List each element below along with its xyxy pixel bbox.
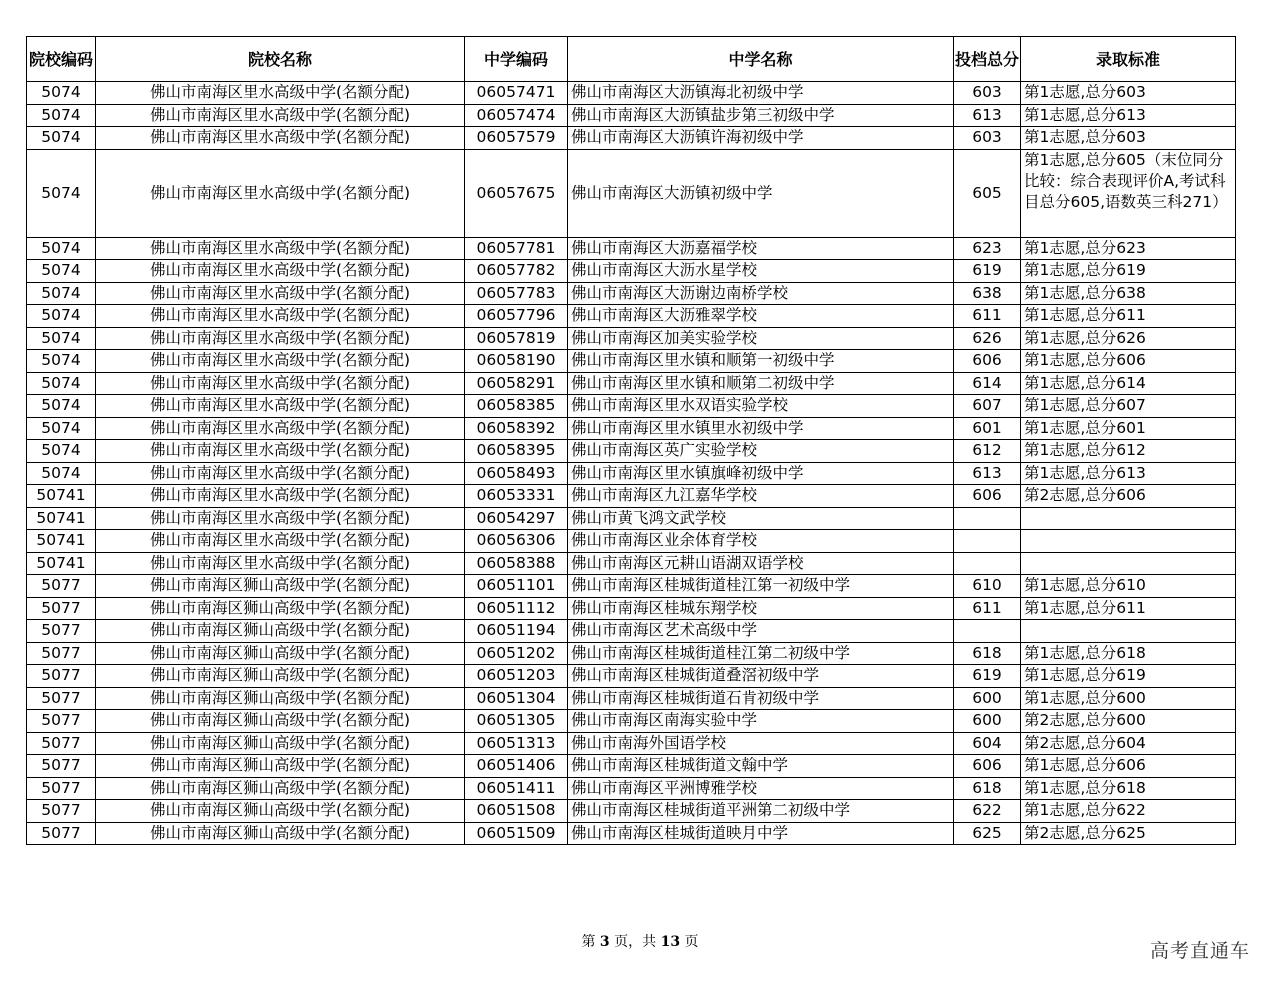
cell-total-score <box>954 552 1021 575</box>
header-admission-standard: 录取标准 <box>1021 37 1236 82</box>
cell-admission-standard: 第1志愿,总分626 <box>1021 327 1236 350</box>
table-row <box>27 710 1236 733</box>
cell-middle-school-name: 佛山市南海区大沥镇盐步第三初级中学 <box>568 104 954 127</box>
cell-middle-school-name: 佛山市南海区大沥雅翠学校 <box>568 305 954 328</box>
footer-prefix: 第 <box>581 934 600 950</box>
cell-middle-school-code: 06051509 <box>465 822 568 845</box>
table-row <box>27 440 1236 463</box>
cell-total-score: 612 <box>954 440 1021 463</box>
table-row <box>27 305 1236 328</box>
cell-admission-standard: 第2志愿,总分600 <box>1021 710 1236 733</box>
cell-school-code: 5074 <box>27 440 96 463</box>
cell-school-code: 5074 <box>27 350 96 373</box>
cell-school-code: 5077 <box>27 732 96 755</box>
cell-admission-standard: 第1志愿,总分613 <box>1021 104 1236 127</box>
header-middle-school-name: 中学名称 <box>568 37 954 82</box>
cell-total-score: 626 <box>954 327 1021 350</box>
cell-school-code: 5077 <box>27 597 96 620</box>
cell-middle-school-name: 佛山市南海区南海实验中学 <box>568 710 954 733</box>
table-row <box>27 642 1236 665</box>
cell-school-name: 佛山市南海区里水高级中学(名额分配) <box>96 552 465 575</box>
cell-school-code: 5074 <box>27 395 96 418</box>
cell-middle-school-name: 佛山市南海区平洲博雅学校 <box>568 777 954 800</box>
cell-total-score: 613 <box>954 462 1021 485</box>
cell-school-name: 佛山市南海区里水高级中学(名额分配) <box>96 530 465 553</box>
cell-total-score: 600 <box>954 687 1021 710</box>
cell-total-score: 618 <box>954 777 1021 800</box>
cell-school-name: 佛山市南海区狮山高级中学(名额分配) <box>96 575 465 598</box>
cell-school-code: 5074 <box>27 327 96 350</box>
cell-school-code: 5074 <box>27 104 96 127</box>
cell-school-code: 5074 <box>27 127 96 150</box>
cell-middle-school-code: 06057796 <box>465 305 568 328</box>
cell-admission-standard <box>1021 507 1236 530</box>
cell-admission-standard: 第1志愿,总分607 <box>1021 395 1236 418</box>
cell-total-score: 603 <box>954 127 1021 150</box>
table-row <box>27 530 1236 553</box>
cell-school-code: 5077 <box>27 755 96 778</box>
table-body <box>27 82 1236 845</box>
cell-middle-school-name: 佛山市南海区加美实验学校 <box>568 327 954 350</box>
admission-table <box>26 36 1236 845</box>
table-row <box>27 485 1236 508</box>
cell-school-code: 5077 <box>27 777 96 800</box>
table-row <box>27 687 1236 710</box>
cell-middle-school-name: 佛山市南海区里水双语实验学校 <box>568 395 954 418</box>
cell-middle-school-name: 佛山市南海区桂城街道平洲第二初级中学 <box>568 800 954 823</box>
cell-school-code: 50741 <box>27 530 96 553</box>
cell-admission-standard: 第2志愿,总分625 <box>1021 822 1236 845</box>
cell-school-code: 5074 <box>27 372 96 395</box>
cell-total-score: 606 <box>954 485 1021 508</box>
header-school-name: 院校名称 <box>96 37 465 82</box>
cell-school-name: 佛山市南海区里水高级中学(名额分配) <box>96 372 465 395</box>
cell-middle-school-code: 06057781 <box>465 237 568 260</box>
cell-middle-school-name: 佛山市南海区桂城街道映月中学 <box>568 822 954 845</box>
cell-school-code: 5077 <box>27 687 96 710</box>
cell-middle-school-name: 佛山市南海区桂城街道桂江第二初级中学 <box>568 642 954 665</box>
cell-middle-school-name: 佛山市南海区大沥镇初级中学 <box>568 149 954 237</box>
cell-school-name: 佛山市南海区狮山高级中学(名额分配) <box>96 777 465 800</box>
cell-middle-school-name: 佛山市南海区桂城街道桂江第一初级中学 <box>568 575 954 598</box>
cell-school-name: 佛山市南海区狮山高级中学(名额分配) <box>96 687 465 710</box>
cell-school-code: 5077 <box>27 642 96 665</box>
cell-middle-school-name: 佛山市南海区大沥谢边南桥学校 <box>568 282 954 305</box>
cell-total-score: 606 <box>954 755 1021 778</box>
cell-middle-school-name: 佛山市黄飞鸿文武学校 <box>568 507 954 530</box>
cell-admission-standard <box>1021 552 1236 575</box>
table-row <box>27 552 1236 575</box>
cell-school-code: 50741 <box>27 552 96 575</box>
cell-middle-school-code: 06058388 <box>465 552 568 575</box>
cell-school-name: 佛山市南海区里水高级中学(名额分配) <box>96 417 465 440</box>
cell-school-name: 佛山市南海区里水高级中学(名额分配) <box>96 440 465 463</box>
cell-admission-standard: 第1志愿,总分606 <box>1021 755 1236 778</box>
cell-middle-school-code: 06053331 <box>465 485 568 508</box>
cell-middle-school-code: 06057471 <box>465 82 568 105</box>
cell-school-code: 5074 <box>27 417 96 440</box>
cell-middle-school-code: 06051202 <box>465 642 568 665</box>
cell-total-score: 625 <box>954 822 1021 845</box>
cell-middle-school-name: 佛山市南海区里水镇和顺第二初级中学 <box>568 372 954 395</box>
cell-middle-school-code: 06051313 <box>465 732 568 755</box>
cell-middle-school-code: 06051304 <box>465 687 568 710</box>
cell-middle-school-code: 06057782 <box>465 260 568 283</box>
table-row <box>27 237 1236 260</box>
cell-middle-school-name: 佛山市南海区里水镇和顺第一初级中学 <box>568 350 954 373</box>
cell-middle-school-code: 06051101 <box>465 575 568 598</box>
cell-total-score <box>954 620 1021 643</box>
cell-middle-school-code: 06058291 <box>465 372 568 395</box>
cell-middle-school-name: 佛山市南海区桂城街道叠滘初级中学 <box>568 665 954 688</box>
cell-school-name: 佛山市南海区狮山高级中学(名额分配) <box>96 710 465 733</box>
cell-school-code: 50741 <box>27 507 96 530</box>
cell-school-code: 5074 <box>27 305 96 328</box>
cell-admission-standard: 第1志愿,总分611 <box>1021 597 1236 620</box>
cell-middle-school-name: 佛山市南海区艺术高级中学 <box>568 620 954 643</box>
cell-middle-school-code: 06051411 <box>465 777 568 800</box>
cell-middle-school-name: 佛山市南海外国语学校 <box>568 732 954 755</box>
cell-school-code: 5074 <box>27 260 96 283</box>
cell-middle-school-code: 06051406 <box>465 755 568 778</box>
cell-middle-school-name: 佛山市南海区大沥镇许海初级中学 <box>568 127 954 150</box>
cell-total-score: 603 <box>954 82 1021 105</box>
cell-middle-school-name: 佛山市南海区业余体育学校 <box>568 530 954 553</box>
cell-admission-standard: 第2志愿,总分604 <box>1021 732 1236 755</box>
cell-admission-standard: 第1志愿,总分611 <box>1021 305 1236 328</box>
cell-school-code: 5077 <box>27 665 96 688</box>
cell-admission-standard: 第1志愿,总分618 <box>1021 777 1236 800</box>
cell-admission-standard: 第1志愿,总分622 <box>1021 800 1236 823</box>
cell-middle-school-code: 06051112 <box>465 597 568 620</box>
cell-school-name: 佛山市南海区狮山高级中学(名额分配) <box>96 642 465 665</box>
table-row <box>27 260 1236 283</box>
cell-total-score <box>954 530 1021 553</box>
page-footer <box>0 931 1280 951</box>
cell-middle-school-name: 佛山市南海区大沥镇海北初级中学 <box>568 82 954 105</box>
cell-middle-school-code: 06051508 <box>465 800 568 823</box>
cell-middle-school-code: 06056306 <box>465 530 568 553</box>
cell-school-name: 佛山市南海区里水高级中学(名额分配) <box>96 282 465 305</box>
cell-middle-school-name: 佛山市南海区桂城街道石肯初级中学 <box>568 687 954 710</box>
cell-total-score: 619 <box>954 665 1021 688</box>
cell-admission-standard: 第1志愿,总分638 <box>1021 282 1236 305</box>
cell-school-code: 5074 <box>27 462 96 485</box>
header-total-score: 投档总分 <box>954 37 1021 82</box>
cell-middle-school-name: 佛山市南海区桂城街道文翰中学 <box>568 755 954 778</box>
cell-total-score: 638 <box>954 282 1021 305</box>
cell-total-score <box>954 507 1021 530</box>
footer-total-pages: 13 <box>660 934 681 950</box>
cell-middle-school-code: 06058190 <box>465 350 568 373</box>
cell-total-score: 604 <box>954 732 1021 755</box>
table-row <box>27 597 1236 620</box>
cell-middle-school-code: 06057474 <box>465 104 568 127</box>
cell-school-name: 佛山市南海区里水高级中学(名额分配) <box>96 327 465 350</box>
cell-middle-school-code: 06058395 <box>465 440 568 463</box>
cell-school-name: 佛山市南海区狮山高级中学(名额分配) <box>96 620 465 643</box>
cell-admission-standard: 第1志愿,总分610 <box>1021 575 1236 598</box>
cell-admission-standard <box>1021 620 1236 643</box>
cell-school-name: 佛山市南海区里水高级中学(名额分配) <box>96 104 465 127</box>
cell-middle-school-code: 06057783 <box>465 282 568 305</box>
cell-middle-school-name: 佛山市南海区英广实验学校 <box>568 440 954 463</box>
cell-total-score: 605 <box>954 149 1021 237</box>
cell-total-score: 619 <box>954 260 1021 283</box>
cell-total-score: 611 <box>954 597 1021 620</box>
cell-school-name: 佛山市南海区里水高级中学(名额分配) <box>96 395 465 418</box>
cell-school-name: 佛山市南海区里水高级中学(名额分配) <box>96 305 465 328</box>
cell-school-code: 5077 <box>27 822 96 845</box>
cell-school-name: 佛山市南海区里水高级中学(名额分配) <box>96 462 465 485</box>
cell-school-name: 佛山市南海区狮山高级中学(名额分配) <box>96 800 465 823</box>
header-school-code: 院校编码 <box>27 37 96 82</box>
cell-admission-standard: 第1志愿,总分603 <box>1021 127 1236 150</box>
cell-middle-school-code: 06051203 <box>465 665 568 688</box>
cell-middle-school-name: 佛山市南海区九江嘉华学校 <box>568 485 954 508</box>
cell-admission-standard: 第2志愿,总分606 <box>1021 485 1236 508</box>
header-middle-school-code: 中学编码 <box>465 37 568 82</box>
cell-middle-school-code: 06058385 <box>465 395 568 418</box>
cell-total-score: 614 <box>954 372 1021 395</box>
cell-total-score: 610 <box>954 575 1021 598</box>
cell-middle-school-name: 佛山市南海区元耕山语湖双语学校 <box>568 552 954 575</box>
table-row <box>27 665 1236 688</box>
cell-admission-standard: 第1志愿,总分606 <box>1021 350 1236 373</box>
cell-school-code: 5074 <box>27 237 96 260</box>
cell-total-score: 600 <box>954 710 1021 733</box>
cell-school-name: 佛山市南海区狮山高级中学(名额分配) <box>96 732 465 755</box>
table-row <box>27 395 1236 418</box>
cell-admission-standard: 第1志愿,总分614 <box>1021 372 1236 395</box>
table-row <box>27 127 1236 150</box>
cell-total-score: 611 <box>954 305 1021 328</box>
cell-middle-school-code: 06058392 <box>465 417 568 440</box>
table-row <box>27 372 1236 395</box>
cell-admission-standard: 第1志愿,总分600 <box>1021 687 1236 710</box>
cell-school-name: 佛山市南海区里水高级中学(名额分配) <box>96 127 465 150</box>
cell-middle-school-code: 06057819 <box>465 327 568 350</box>
cell-middle-school-name: 佛山市南海区桂城东翔学校 <box>568 597 954 620</box>
cell-total-score: 613 <box>954 104 1021 127</box>
table-row <box>27 462 1236 485</box>
cell-total-score: 607 <box>954 395 1021 418</box>
cell-middle-school-name: 佛山市南海区里水镇里水初级中学 <box>568 417 954 440</box>
cell-school-name: 佛山市南海区狮山高级中学(名额分配) <box>96 755 465 778</box>
table-row <box>27 620 1236 643</box>
cell-admission-standard <box>1021 530 1236 553</box>
table-row <box>27 507 1236 530</box>
cell-admission-standard: 第1志愿,总分613 <box>1021 462 1236 485</box>
table-row <box>27 575 1236 598</box>
cell-school-code: 50741 <box>27 485 96 508</box>
table-row <box>27 800 1236 823</box>
table-row <box>27 82 1236 105</box>
cell-school-name: 佛山市南海区狮山高级中学(名额分配) <box>96 597 465 620</box>
cell-school-name: 佛山市南海区里水高级中学(名额分配) <box>96 237 465 260</box>
table-row <box>27 755 1236 778</box>
cell-middle-school-name: 佛山市南海区大沥嘉福学校 <box>568 237 954 260</box>
table-row <box>27 282 1236 305</box>
cell-school-code: 5077 <box>27 710 96 733</box>
cell-school-name: 佛山市南海区狮山高级中学(名额分配) <box>96 665 465 688</box>
cell-school-code: 5077 <box>27 800 96 823</box>
cell-school-name: 佛山市南海区里水高级中学(名额分配) <box>96 260 465 283</box>
cell-admission-standard: 第1志愿,总分605（末位同分比较：综合表现评价A,考试科目总分605,语数英三科271） <box>1021 149 1236 237</box>
table-row <box>27 417 1236 440</box>
cell-school-name: 佛山市南海区里水高级中学(名额分配) <box>96 82 465 105</box>
table-header <box>27 37 1236 82</box>
cell-admission-standard: 第1志愿,总分619 <box>1021 665 1236 688</box>
cell-admission-standard: 第1志愿,总分603 <box>1021 82 1236 105</box>
cell-admission-standard: 第1志愿,总分623 <box>1021 237 1236 260</box>
cell-middle-school-code: 06058493 <box>465 462 568 485</box>
cell-school-code: 5074 <box>27 149 96 237</box>
cell-school-name: 佛山市南海区里水高级中学(名额分配) <box>96 149 465 237</box>
cell-total-score: 601 <box>954 417 1021 440</box>
cell-total-score: 606 <box>954 350 1021 373</box>
cell-school-name: 佛山市南海区里水高级中学(名额分配) <box>96 350 465 373</box>
cell-middle-school-code: 06057579 <box>465 127 568 150</box>
cell-total-score: 618 <box>954 642 1021 665</box>
watermark: 高考直通车 <box>1149 940 1250 962</box>
cell-middle-school-code: 06057675 <box>465 149 568 237</box>
cell-middle-school-name: 佛山市南海区里水镇旗峰初级中学 <box>568 462 954 485</box>
cell-middle-school-code: 06054297 <box>465 507 568 530</box>
cell-school-code: 5077 <box>27 575 96 598</box>
table-row <box>27 104 1236 127</box>
cell-school-code: 5077 <box>27 620 96 643</box>
cell-admission-standard: 第1志愿,总分618 <box>1021 642 1236 665</box>
cell-total-score: 623 <box>954 237 1021 260</box>
table-row <box>27 350 1236 373</box>
footer-suffix: 页 <box>680 934 699 950</box>
cell-school-name: 佛山市南海区里水高级中学(名额分配) <box>96 485 465 508</box>
cell-school-code: 5074 <box>27 282 96 305</box>
cell-admission-standard: 第1志愿,总分601 <box>1021 417 1236 440</box>
table-row <box>27 327 1236 350</box>
footer-page-number: 3 <box>599 934 610 950</box>
footer-middle: 页，共 <box>609 934 661 950</box>
cell-total-score: 622 <box>954 800 1021 823</box>
cell-school-name: 佛山市南海区狮山高级中学(名额分配) <box>96 822 465 845</box>
cell-middle-school-name: 佛山市南海区大沥水星学校 <box>568 260 954 283</box>
table-row <box>27 822 1236 845</box>
cell-admission-standard: 第1志愿,总分619 <box>1021 260 1236 283</box>
table-row <box>27 149 1236 237</box>
table-row <box>27 777 1236 800</box>
cell-middle-school-code: 06051305 <box>465 710 568 733</box>
cell-admission-standard: 第1志愿,总分612 <box>1021 440 1236 463</box>
table-row <box>27 732 1236 755</box>
cell-school-name: 佛山市南海区里水高级中学(名额分配) <box>96 507 465 530</box>
cell-school-code: 5074 <box>27 82 96 105</box>
cell-middle-school-code: 06051194 <box>465 620 568 643</box>
